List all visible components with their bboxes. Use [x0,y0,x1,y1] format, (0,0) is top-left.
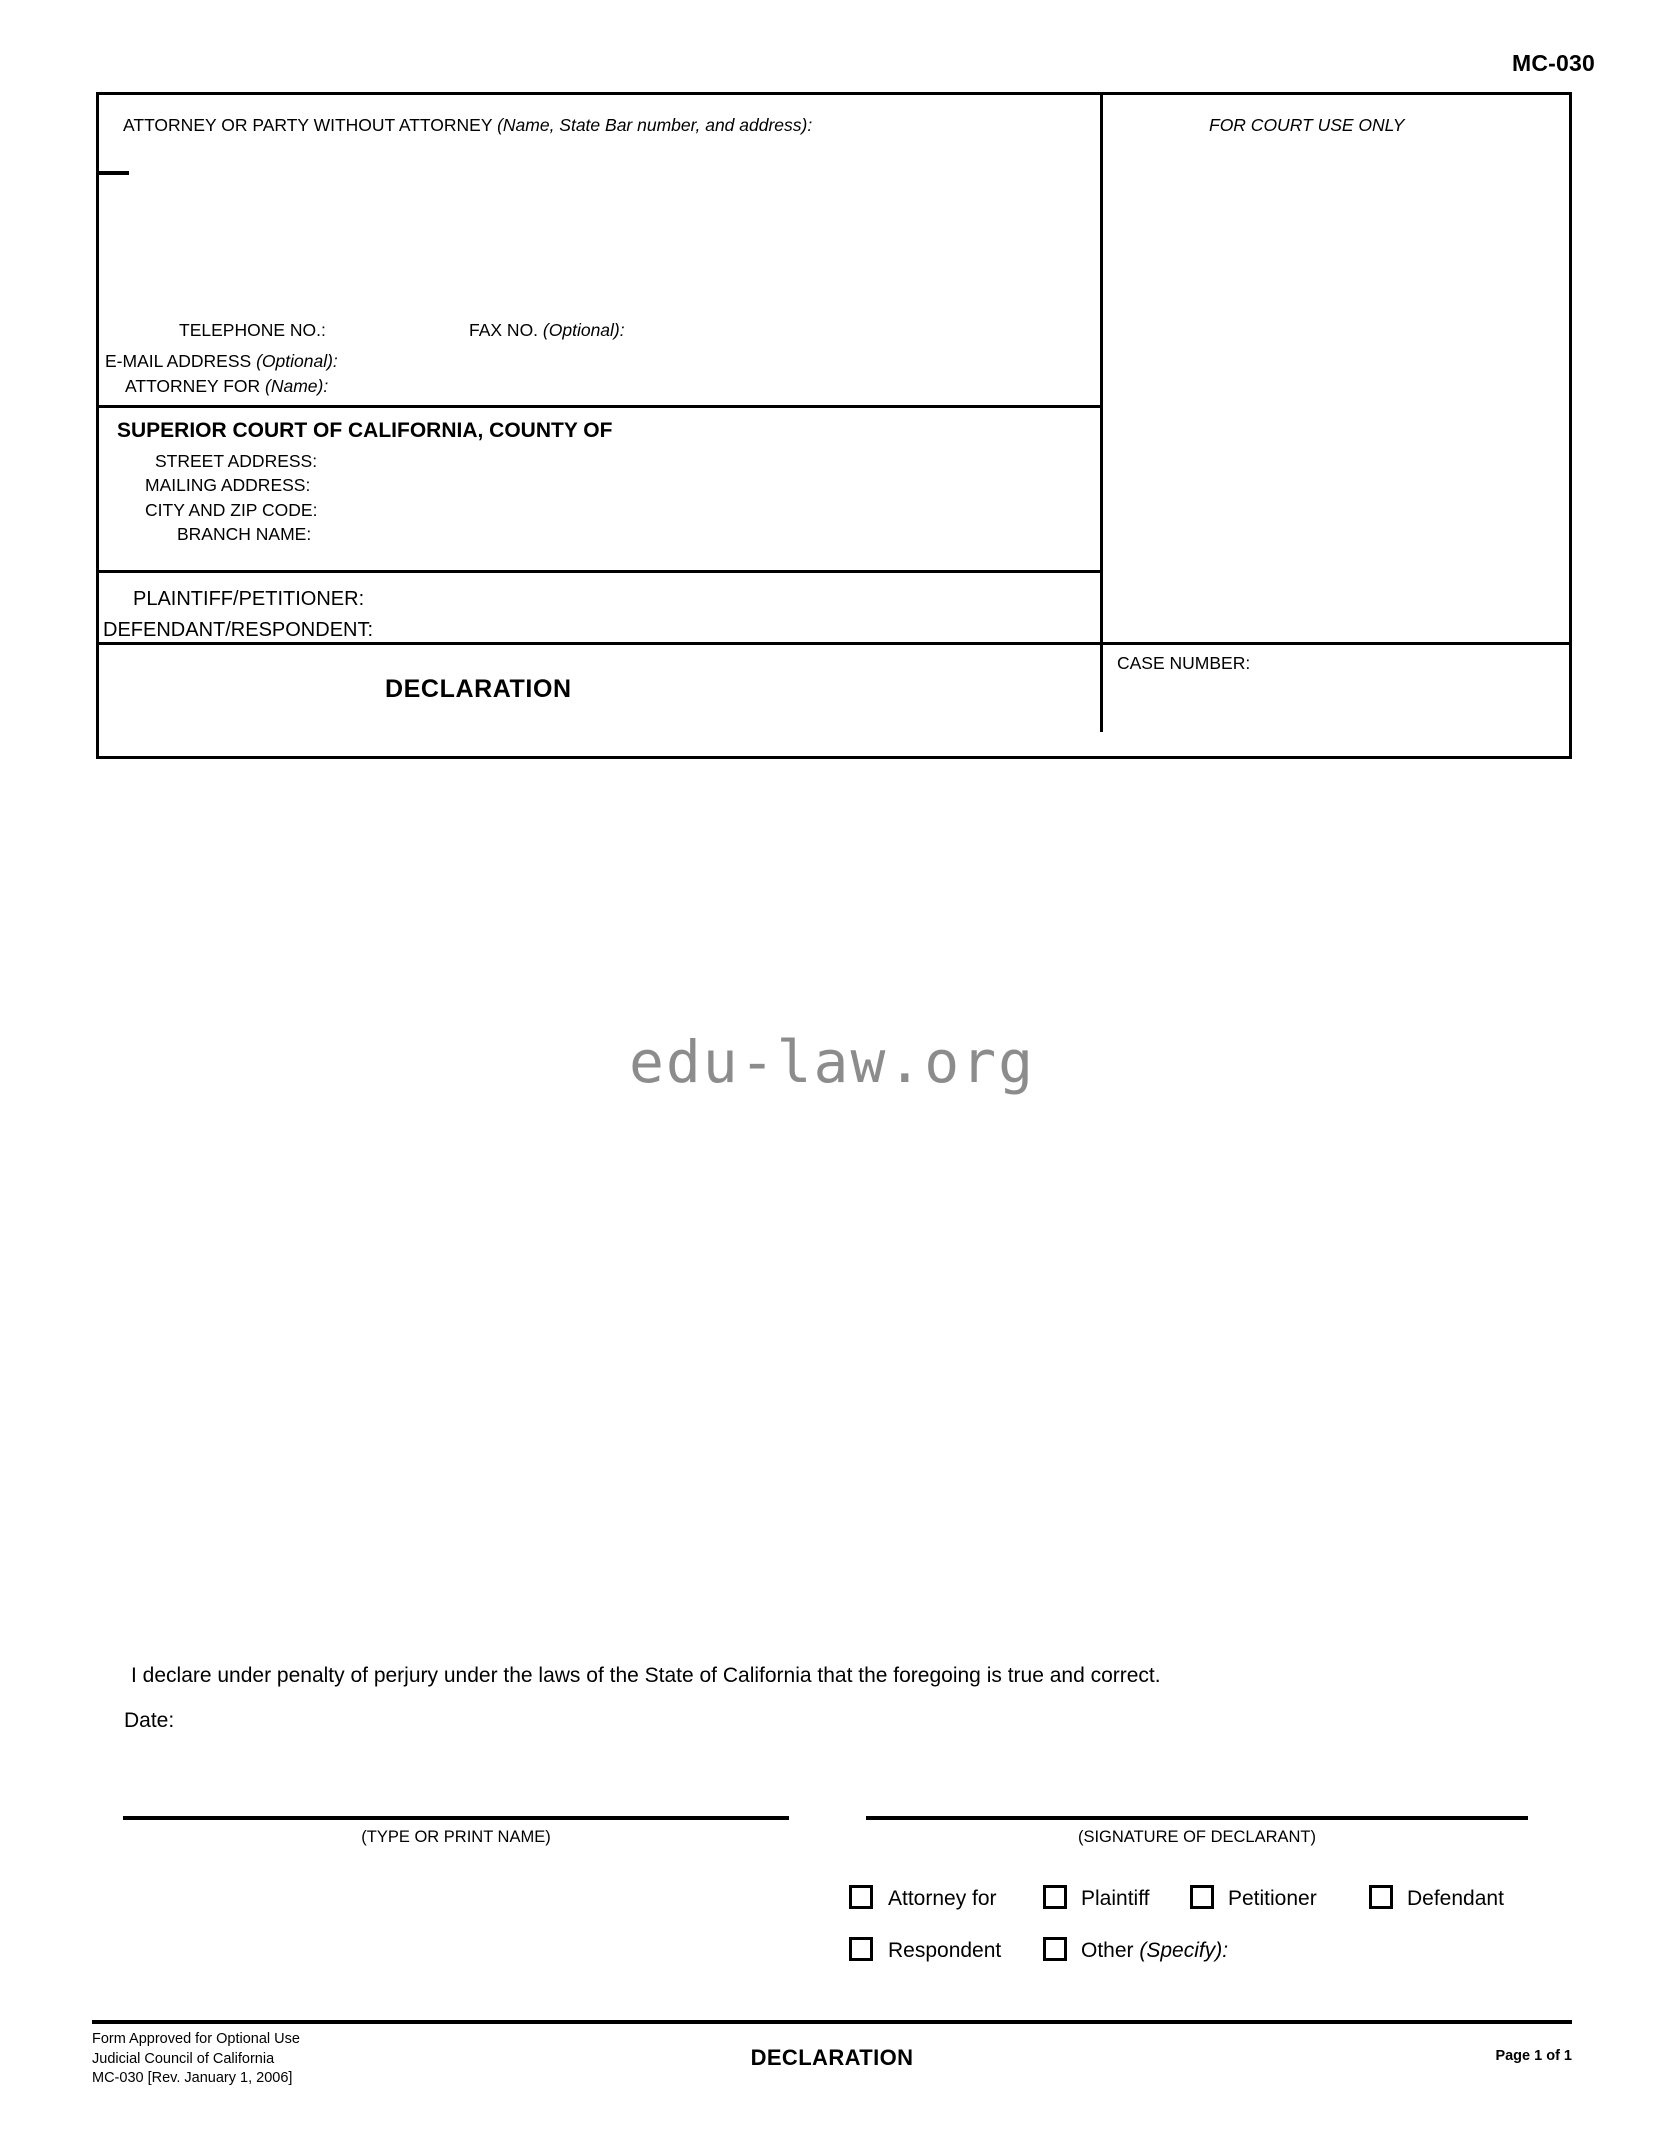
fax-label [469,322,625,340]
footer-line-3: MC-030 [Rev. January 1, 2006] [92,2070,293,2087]
attorney-header-italic: (Name, State Bar number, and address): [497,115,813,135]
court-section-rule [99,570,1103,573]
checkbox-label-respondent: Respondent [888,1939,1002,1962]
footer-line-1: Form Approved for Optional Use [92,2031,300,2047]
footer-line-2: Judicial Council of California [92,2050,275,2067]
footer-page-number: Page 1 of 1 [1495,2048,1572,2064]
checkbox-respondent[interactable] [849,1937,873,1961]
attorney-for-label [125,378,328,396]
street-address-label: STREET ADDRESS: [155,451,318,471]
email-label-text: E-MAIL ADDRESS [105,351,252,371]
checkbox-label-plaintiff: Plaintiff [1081,1887,1150,1910]
attorney-header-text: ATTORNEY OR PARTY WITHOUT ATTORNEY [123,115,493,135]
checkbox-defendant[interactable] [1369,1885,1393,1909]
caption-box [96,92,1572,759]
checkbox-label-attorney-for: Attorney for [888,1887,997,1910]
checkbox-label-other [1081,1940,1228,1961]
left-edge-tick [99,171,129,175]
checkbox-petitioner[interactable] [1190,1885,1214,1909]
party-section-rule [99,642,1569,645]
perjury-statement: I declare under penalty of perjury under the laws of the State of California that the foregoing is true and correct. [131,1664,1161,1687]
email-label [105,353,338,371]
defendant-respondent-label: DEFENDANT/RESPONDENT: [103,619,374,641]
declarant-signature-line [866,1816,1528,1820]
plaintiff-petitioner-label: PLAINTIFF/PETITIONER: [133,588,365,610]
fax-label-text: FAX NO. [469,320,539,340]
declaration-title: DECLARATION [385,675,572,703]
print-name-caption: (TYPE OR PRINT NAME) [361,1828,551,1846]
checkbox-label-defendant: Defendant [1407,1887,1504,1910]
print-name-line [123,1816,789,1820]
attorney-section-rule [99,405,1103,408]
city-zip-label: CITY AND ZIP CODE: [145,500,318,520]
footer-rule [92,2020,1572,2024]
branch-name-label: BRANCH NAME: [177,524,312,544]
declarant-signature-caption: (SIGNATURE OF DECLARANT) [1077,1828,1317,1846]
court-heading: SUPERIOR COURT OF CALIFORNIA, COUNTY OF [117,419,613,442]
attorney-header [123,117,812,135]
checkbox-plaintiff[interactable] [1043,1885,1067,1909]
form-number: MC-030 [1511,50,1595,76]
attorney-for-text: ATTORNEY FOR [125,376,261,396]
checkbox-attorney-for[interactable] [849,1885,873,1909]
attorney-for-italic: (Name): [265,376,329,396]
checkbox-other-text: Other [1081,1939,1134,1962]
for-court-use-only-label: FOR COURT USE ONLY [1209,115,1405,135]
checkbox-other-specify: (Specify): [1139,1939,1229,1962]
email-label-italic: (Optional): [256,351,338,371]
checkbox-other[interactable] [1043,1937,1067,1961]
mailing-address-label: MAILING ADDRESS: [145,475,311,495]
telephone-label: TELEPHONE NO.: [179,320,326,340]
checkbox-label-petitioner: Petitioner [1228,1887,1317,1910]
watermark: edu-law.org [628,1028,1036,1096]
case-number-label: CASE NUMBER: [1117,653,1251,673]
caption-column-divider [1100,95,1103,732]
footer-title: DECLARATION [750,2045,914,2070]
date-label: Date: [124,1709,175,1732]
fax-label-italic: (Optional): [542,320,625,340]
